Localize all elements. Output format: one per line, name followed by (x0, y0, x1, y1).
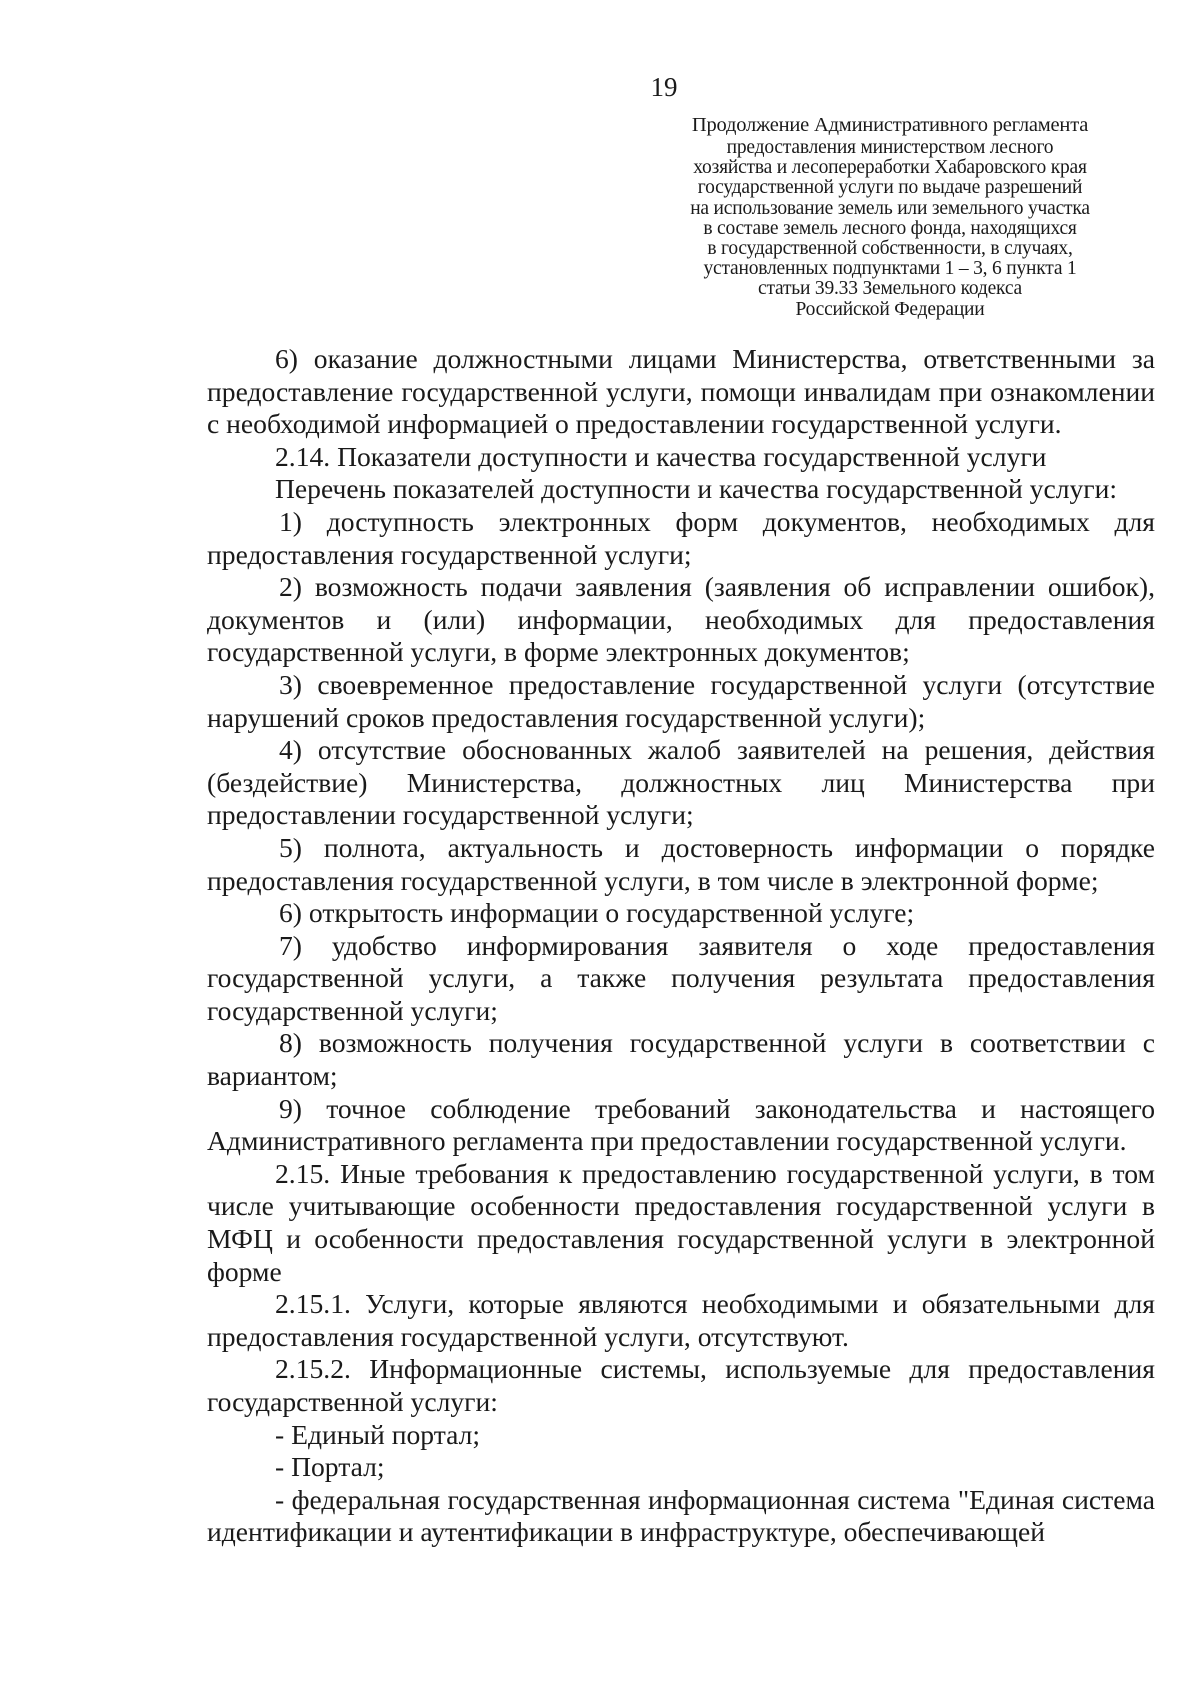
header-line: государственной услуги по выдаче разрешений (697, 177, 1083, 199)
page-number: 19 (650, 72, 678, 102)
header-line: в государственной собственности, в случаях, (707, 238, 1073, 260)
header-line: Российской Федерации (795, 298, 985, 320)
paragraph: Перечень показателей доступности и качества государственной услуги: (275, 473, 1118, 505)
list-item: 3) своевременное предоставление государственной услуги (отсутствие нарушений сроков предоставления государственной услуги); (207, 668, 1155, 733)
list-item: 8) возможность получения государственной услуги в соответствии с вариантом; (207, 1027, 1155, 1092)
list-item: 5) полнота, актуальность и достоверность информации о порядке предоставления государственной услуги, в том числе в электронной форме; (207, 831, 1155, 896)
list-item: 7) удобство информирования заявителя о ходе предоставления государственной услуги, а также получения результата предоставления государственной услуги; (207, 929, 1155, 1026)
header-line: установленных подпунктами 1 – 3, 6 пункта 1 (703, 258, 1077, 280)
dash-item: - федеральная государственная информационная система "Единая система идентификации и аутентификации в инфраструктуре, обеспечивающей (207, 1483, 1155, 1548)
paragraph: 2.15.1. Услуги, которые являются необходимыми и обязательными для предоставления государственной услуги, отсутствуют. (207, 1288, 1155, 1352)
list-item: 4) отсутствие обоснованных жалоб заявителей на решения, действия (бездействие) Министерства, должностных лиц Министерства при предоставлении государственной услуги; (207, 734, 1155, 831)
list-item: 1) доступность электронных форм документов, необходимых для предоставления государственной услуги; (207, 505, 1155, 570)
dash-item: - Единый портал; (275, 1418, 481, 1450)
document-header (625, 112, 1155, 320)
paragraph: 2.15.2. Информационные системы, используемые для предоставления государственной услуги: (207, 1353, 1155, 1417)
header-line: Продолжение Административного регламента (691, 114, 1089, 136)
dash-item: - Портал; (275, 1451, 385, 1483)
header-line: на использование земель или земельного участка (690, 197, 1090, 219)
header-line: статьи 39.33 Земельного кодекса (758, 278, 1022, 300)
document-body (207, 343, 1155, 1549)
list-item: 6) открытость информации о государственной услуге; (279, 897, 915, 929)
header-line: предоставления министерством лесного (726, 137, 1054, 158)
header-line: в составе земель лесного фонда, находящихся (703, 217, 1077, 239)
section-heading-2-15: 2.15. Иные требования к предоставлению государственной услуги, в том числе учитывающие особенности предоставления государственной услуги в МФЦ и особенности предоставления государственной услуги в электронной форме (207, 1157, 1155, 1287)
section-heading-2-14: 2.14. Показатели доступности и качества государственной услуги (275, 440, 1047, 472)
paragraph: 6) оказание должностными лицами Министерства, ответственными за предоставление государственной услуги, помощи инвалидам при ознакомлении с необходимой информацией о предоставлении государственной услуги. (207, 343, 1155, 440)
header-line: хозяйства и лесопереработки Хабаровского края (693, 157, 1087, 179)
list-item: 9) точное соблюдение требований законодательства и настоящего Административного регламента при предоставлении государственной услуги. (207, 1092, 1155, 1157)
list-item: 2) возможность подачи заявления (заявления об исправлении ошибок), документов и (или) информации, необходимых для предоставления государственной услуги, в форме электронных документов; (207, 571, 1155, 668)
